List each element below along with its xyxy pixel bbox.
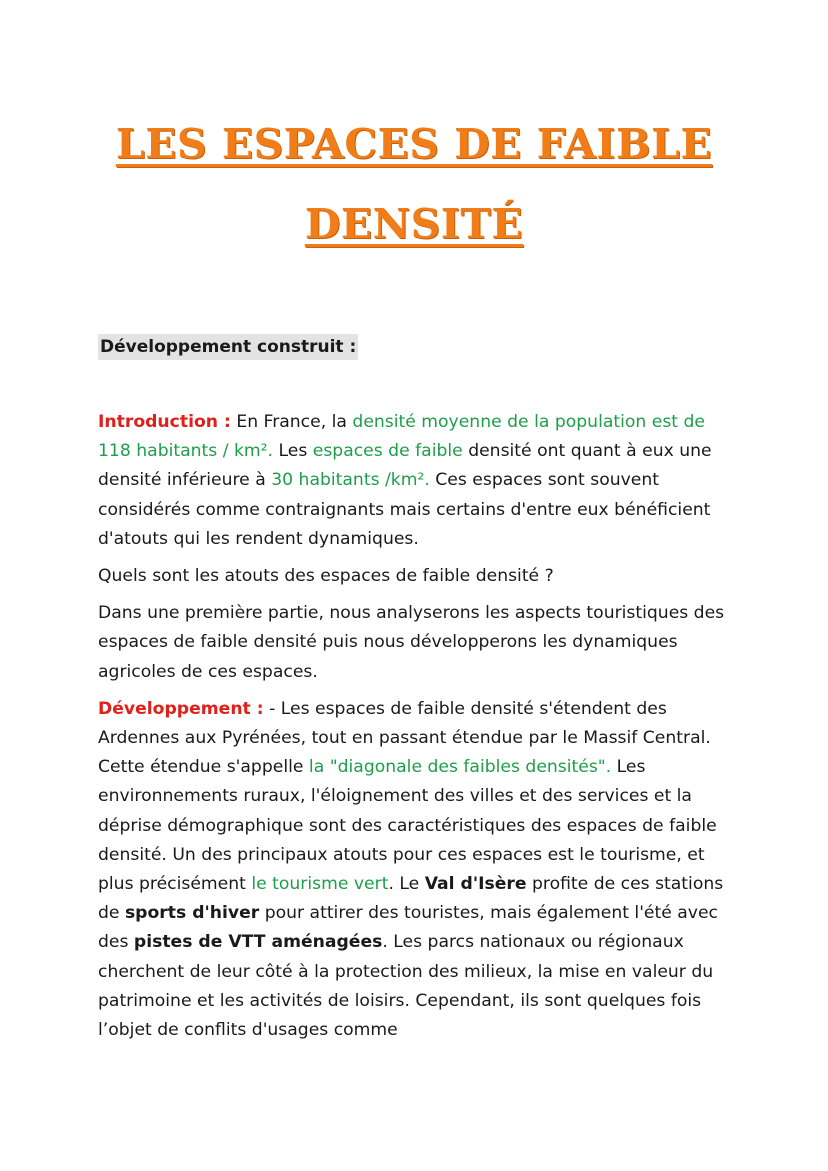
intro-text-1: En France, la	[230, 412, 353, 432]
title-line-1: LES ESPACES DE FAIBLE	[115, 120, 713, 168]
dev-text-2: Les environnements ruraux, l'éloignement des villes et des services et la déprise démographique sont des caractéristiques des espaces de faible densité. Un des principaux atouts pour ces espaces est le tourisme, et plus précisément	[98, 757, 717, 895]
dev-highlight-green-tourism: le tourisme vert	[251, 874, 389, 895]
page-title	[98, 0, 730, 264]
dev-text-6: . Les parcs nationaux ou régionaux cherchent de leur côté à la protection des milieux, la mise en valeur du patrimoine et les activités de loisirs. Cependant, ils sont quelques fois l’objet de conflits d'usages comme	[98, 932, 714, 1041]
plan-paragraph: Dans une première partie, nous analyserons les aspects touristiques des espaces de faible densité puis nous développerons les dynamiques agricoles de ces espaces.	[98, 603, 725, 682]
dev-bold-val-isere: Val d'Isère	[424, 874, 527, 895]
section-label: Développement construit :	[98, 334, 358, 360]
dev-bold-winter-sports: sports d'hiver	[124, 903, 260, 924]
intro-highlight-average-density: densité moyenne de la population est de 118 habitants / km².	[98, 412, 705, 462]
dev-bold-mtb-trails: pistes de VTT aménagées	[133, 932, 383, 953]
developpement-label: Développement :	[98, 698, 264, 719]
intro-text-4: Ces espaces sont souvent considérés comme contraignants mais certains d'entre eux bénéficient d'atouts qui les rendent dynamiques.	[98, 470, 711, 549]
introduction-paragraph	[98, 408, 730, 554]
question-paragraph: Quels sont les atouts des espaces de faible densité ?	[98, 566, 554, 587]
intro-highlight-low-density-spaces: espaces de faible	[312, 441, 463, 462]
dev-highlight-diagonal: la "diagonale des faibles densités".	[308, 757, 612, 778]
intro-highlight-threshold: 30 habitants /km².	[271, 470, 430, 491]
dev-text-5: pour attirer des touristes, mais également l'été avec des	[98, 903, 718, 953]
dev-text-4: profite de ces stations de	[98, 874, 724, 924]
dev-text-1: - Les espaces de faible densité s'étendent des Ardennes aux Pyrénées, tout en passant étendue par le Massif Central. Cette étendue s'appelle	[98, 698, 711, 778]
dev-text-3: . Le	[388, 874, 425, 895]
introduction-label: Introduction :	[98, 412, 231, 432]
title-line-2: DENSITÉ	[304, 200, 524, 248]
developpement-paragraph	[98, 695, 730, 1045]
intro-text-2: Les	[273, 441, 313, 462]
intro-text-3: densité ont quant à eux une densité inférieure à	[98, 441, 712, 491]
